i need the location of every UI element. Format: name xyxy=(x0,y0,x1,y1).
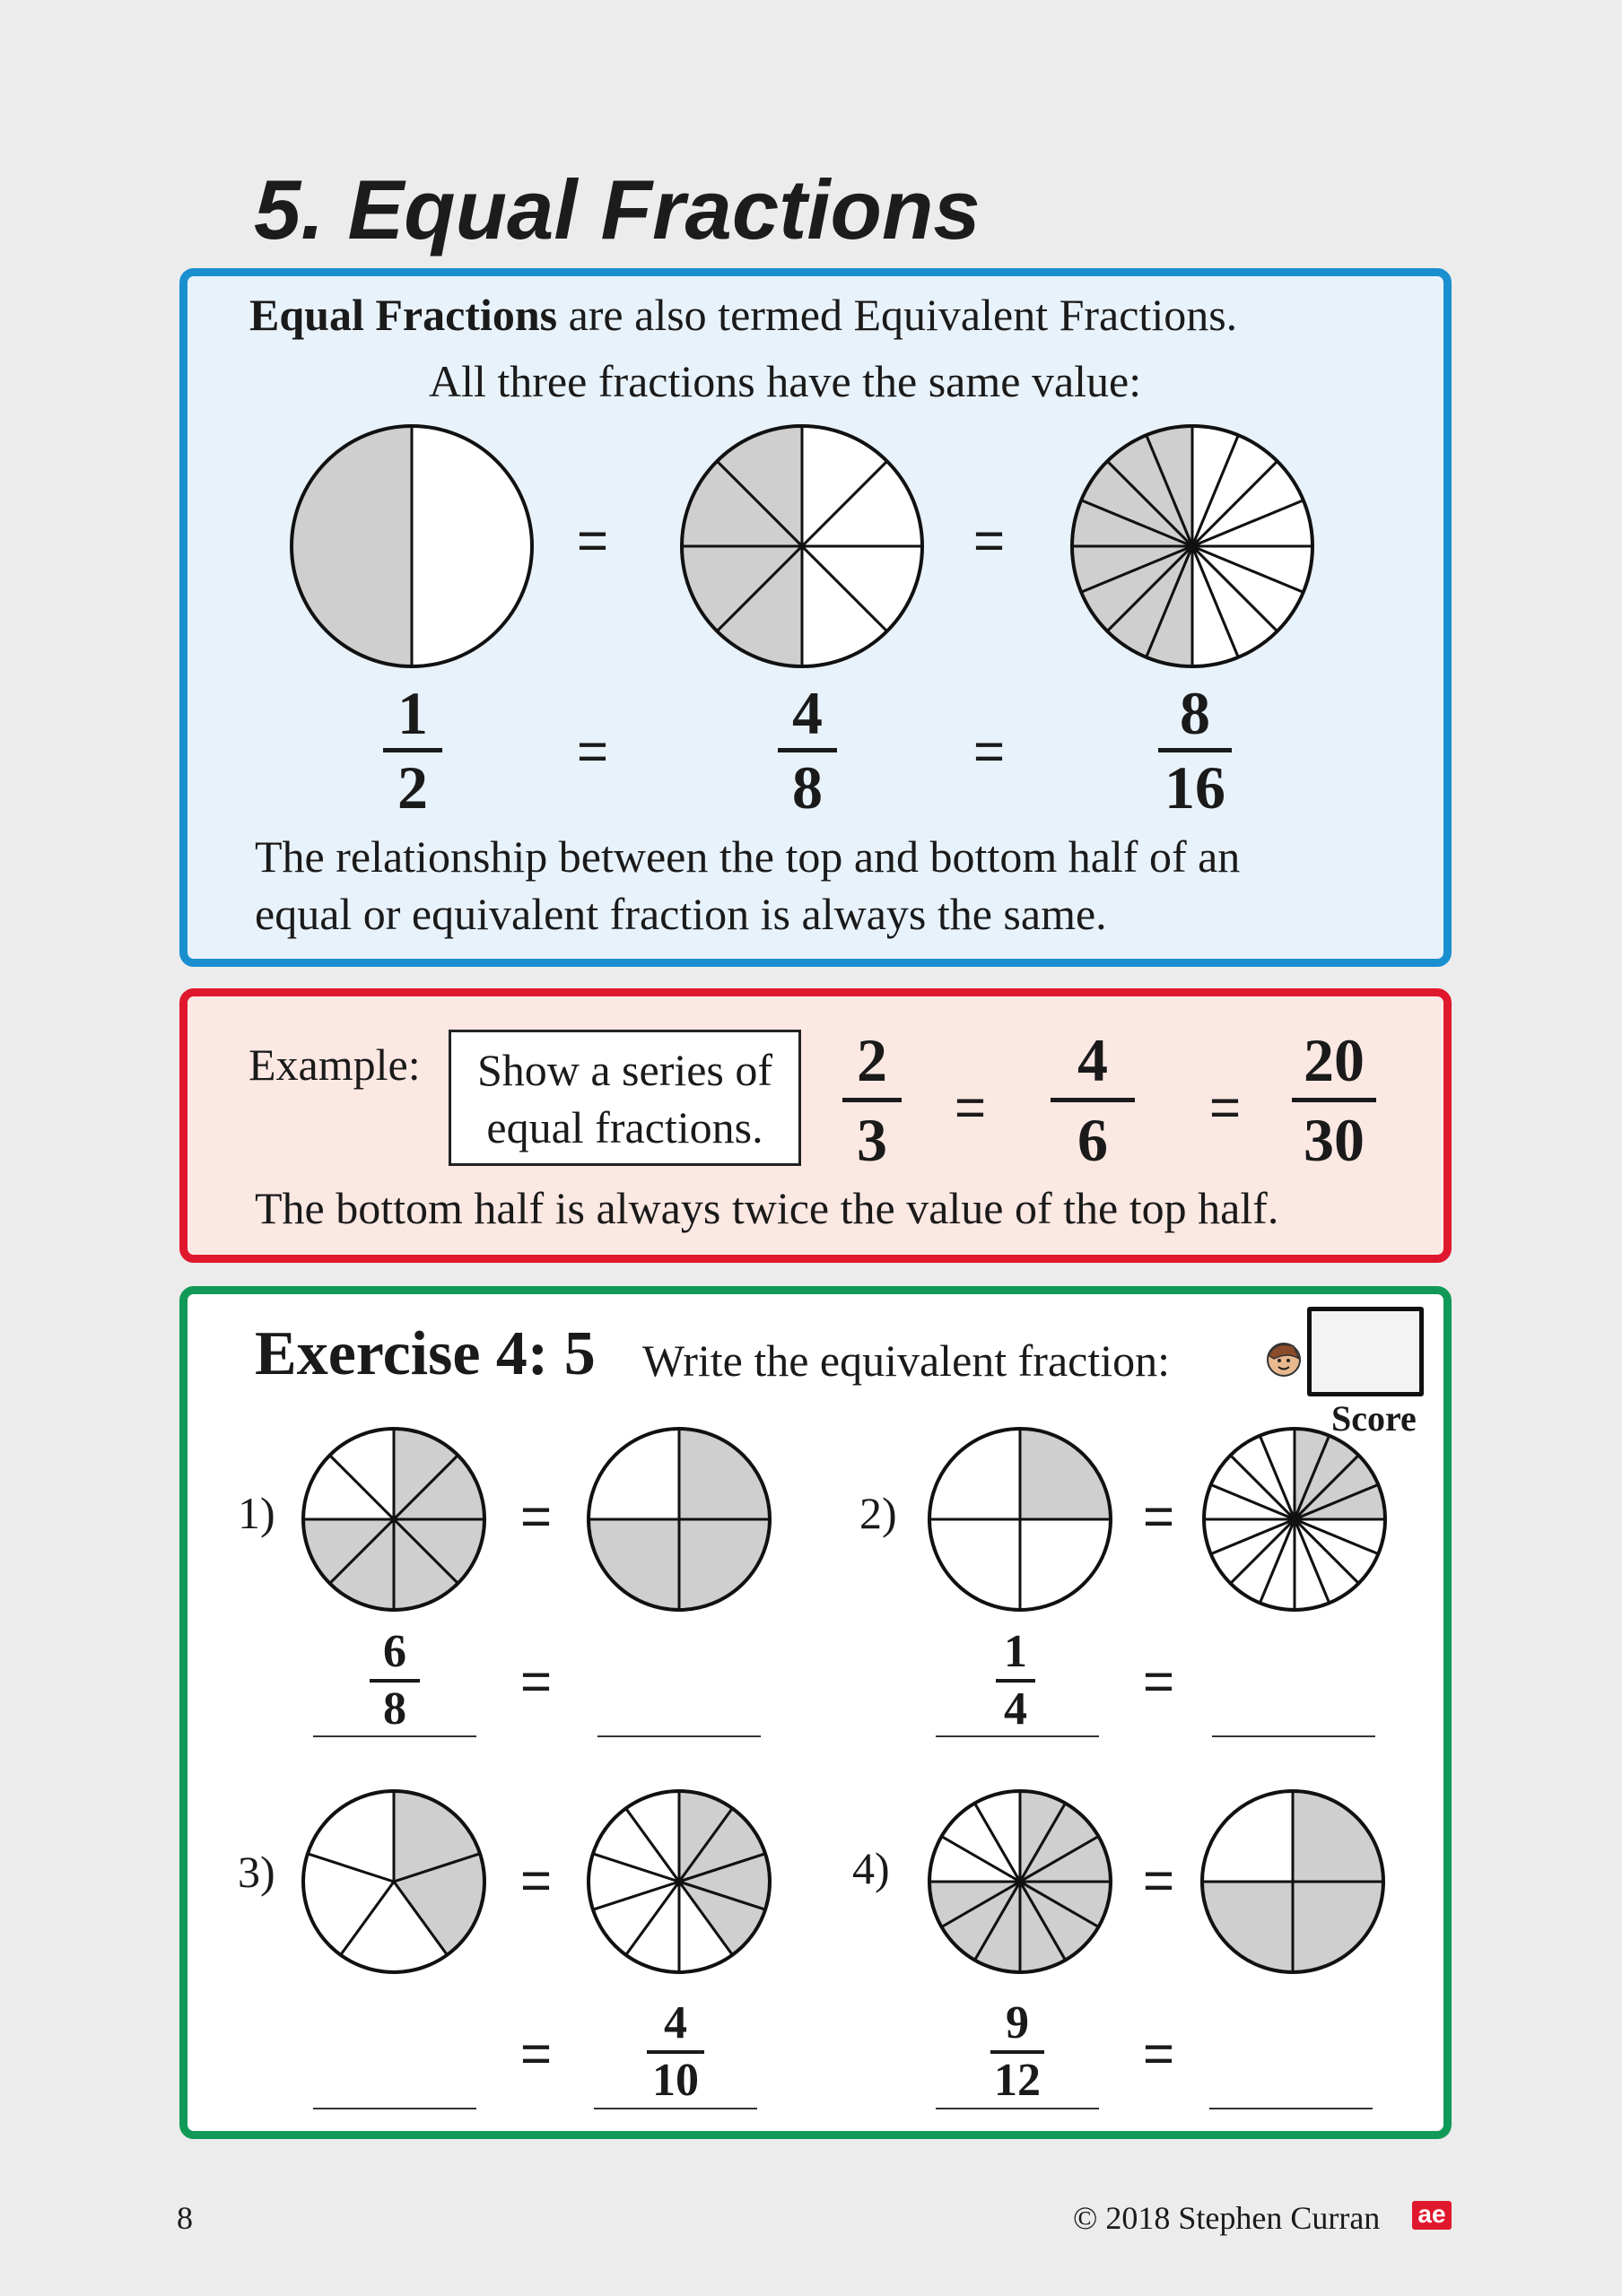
exercise-1-fraction xyxy=(359,1625,431,1736)
example-fraction-1 xyxy=(827,1022,917,1178)
example-equals-1: = xyxy=(955,1077,987,1137)
exercise-3-answer-line[interactable] xyxy=(313,2108,476,2109)
fraction-numerator: 9 xyxy=(1006,1997,1029,2048)
exercise-1-equals-pies: = xyxy=(520,1486,553,1546)
exercise-3-label: 3) xyxy=(238,1847,275,1897)
intro-equals-3: = xyxy=(577,721,609,781)
exercise-2-given-line xyxy=(936,1735,1099,1737)
exercise-4-answer-line[interactable] xyxy=(1209,2108,1373,2109)
score-box[interactable] xyxy=(1307,1307,1424,1396)
example-equals-2: = xyxy=(1209,1077,1242,1137)
exercise-3-pie-left xyxy=(301,1788,487,1975)
exercise-2-pie-right xyxy=(1201,1426,1388,1613)
score-label: Score xyxy=(1331,1398,1417,1439)
exercise-4-equals-pies: = xyxy=(1143,1850,1175,1910)
intro-note-line-2: equal or equivalent fraction is always the same. xyxy=(255,889,1107,939)
fraction-numerator: 1 xyxy=(1004,1626,1027,1677)
exercise-1-given-line xyxy=(313,1735,476,1737)
fraction-numerator: 8 xyxy=(1180,679,1210,747)
example-fraction-2 xyxy=(1048,1022,1138,1178)
intro-equals-4: = xyxy=(973,721,1006,781)
fraction-denominator: 4 xyxy=(1004,1683,1027,1735)
exercise-2-pie-left xyxy=(927,1426,1113,1613)
fraction-numerator: 4 xyxy=(792,679,823,747)
fraction-denominator: 12 xyxy=(994,2055,1041,2106)
fraction-numerator: 20 xyxy=(1304,1026,1365,1094)
intro-line-1 xyxy=(249,289,1237,341)
fraction-numerator: 2 xyxy=(857,1026,887,1094)
fraction-numerator: 6 xyxy=(383,1626,406,1677)
exercise-1-pie-right xyxy=(586,1426,772,1613)
exercise-3-equals-pies: = xyxy=(520,1850,553,1910)
intro-fraction-3 xyxy=(1141,678,1249,822)
exercise-instruction: Write the equivalent fraction: xyxy=(642,1335,1171,1386)
fraction-denominator: 2 xyxy=(397,753,428,822)
intro-pie-eighths xyxy=(679,423,925,669)
copyright: © 2018 Stephen Curran xyxy=(1073,2200,1381,2236)
fraction-denominator: 16 xyxy=(1164,753,1225,822)
intro-note-line-1: The relationship between the top and bottom half of an xyxy=(255,831,1241,882)
fraction-denominator: 8 xyxy=(792,753,823,822)
fraction-denominator: 30 xyxy=(1304,1106,1365,1174)
example-prompt-line-1: Show a series of xyxy=(476,1045,773,1095)
exercise-2-equals-fractions: = xyxy=(1143,1651,1175,1711)
exercise-3-pie-right xyxy=(586,1788,772,1975)
exercise-4-equals-fractions: = xyxy=(1143,2023,1175,2083)
pie-slice-shaded xyxy=(292,426,412,666)
pie-slice xyxy=(412,426,532,666)
example-prompt-line-2: equal fractions. xyxy=(486,1102,763,1152)
exercise-4-label: 4) xyxy=(852,1843,890,1893)
exercise-4-given-line xyxy=(936,2108,1099,2109)
intro-rest: are also termed Equivalent Fractions. xyxy=(557,290,1238,340)
publisher-logo: ae xyxy=(1412,2201,1452,2230)
exercise-heading: Exercise 4: 5 xyxy=(255,1319,596,1388)
exercise-2-equals-pies: = xyxy=(1143,1486,1175,1546)
fraction-numerator: 4 xyxy=(664,1997,687,2048)
fraction-denominator: 10 xyxy=(652,2055,699,2106)
intro-pie-half xyxy=(289,423,535,669)
exercise-1-equals-fractions: = xyxy=(520,1651,553,1711)
intro-equals-2: = xyxy=(973,510,1006,570)
fraction-numerator: 1 xyxy=(397,679,428,747)
exercise-4-fraction xyxy=(981,1996,1053,2108)
example-label: Example: xyxy=(249,1039,421,1090)
fraction-denominator: 3 xyxy=(857,1106,887,1174)
exercise-1-label: 1) xyxy=(238,1488,275,1538)
exercise-3-fraction xyxy=(640,1996,711,2108)
exercise-2-fraction xyxy=(980,1625,1051,1736)
intro-fraction-1 xyxy=(368,678,458,822)
exercise-1-answer-line[interactable] xyxy=(597,1735,761,1737)
intro-equals-1: = xyxy=(577,510,609,570)
intro-fraction-2 xyxy=(763,678,852,822)
exercise-1-pie-left xyxy=(301,1426,487,1613)
intro-bold-term: Equal Fractions xyxy=(249,290,558,340)
fraction-denominator: 6 xyxy=(1077,1106,1108,1174)
exercise-2-label: 2) xyxy=(859,1488,897,1538)
fraction-denominator: 8 xyxy=(383,1683,406,1735)
intro-pie-sixteenths xyxy=(1069,423,1315,669)
exercise-3-given-line xyxy=(594,2108,757,2109)
intro-line-2: All three fractions have the same value: xyxy=(429,356,1142,406)
page-number: 8 xyxy=(177,2200,193,2236)
exercise-4-pie-left xyxy=(927,1788,1113,1975)
example-prompt-box xyxy=(449,1030,801,1166)
exercise-4-pie-right xyxy=(1199,1788,1386,1975)
example-fraction-3 xyxy=(1285,1022,1383,1178)
fraction-numerator: 4 xyxy=(1077,1026,1108,1094)
exercise-3-equals-fractions: = xyxy=(520,2023,553,2083)
example-note: The bottom half is always twice the value of the top half. xyxy=(255,1183,1279,1233)
exercise-2-answer-line[interactable] xyxy=(1212,1735,1375,1737)
teacher-face-icon xyxy=(1263,1339,1304,1380)
page-title: 5. Equal Fractions xyxy=(254,162,981,257)
